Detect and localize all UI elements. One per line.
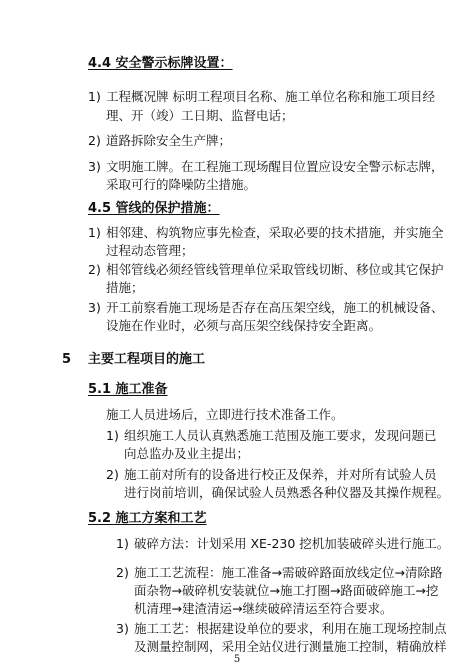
item-number: 1) — [88, 225, 101, 240]
item-text-line: 措施； — [106, 280, 144, 295]
item-text-line: 设施在作业时，必须与高压架空线保持安全距离。 — [106, 318, 382, 333]
item-number: 3) — [116, 621, 129, 636]
heading-5-2: 5.2 施工方案和工艺 — [88, 511, 207, 526]
item-number: 1) — [116, 536, 129, 551]
item-text-line: 及测量控制网，采用全站仪进行测量施工控制，精确放样 — [134, 639, 447, 654]
item-number: 2) — [106, 467, 119, 482]
heading-4-4: 4.4 安全警示标牌设置： — [88, 56, 233, 71]
item-number: 3) — [88, 300, 101, 315]
item-text-line: 组织施工人员认真熟悉施工范围及施工要求，发现问题已 — [124, 428, 437, 443]
item-text-line: 破碎方法：计划采用 XE-230 挖机加装破碎头进行施工。 — [134, 536, 450, 551]
item-number: 3) — [88, 159, 101, 174]
chapter-heading: 主要工程项目的施工 — [88, 352, 206, 367]
item-number: 1) — [88, 89, 101, 104]
item-text-line: 过程动态管理； — [106, 243, 194, 258]
item-number: 2) — [116, 565, 129, 580]
item-text-line: 文明施工牌。在工程施工现场醒目位置应设安全警示标志牌， — [106, 159, 444, 174]
item-text-line: 理、开（竣）工日期、监督电话； — [106, 108, 294, 123]
heading-4-5: 4.5 管线的保护措施： — [88, 201, 220, 216]
page-number: 5 — [233, 654, 241, 665]
item-text-line: 机清理→建渣清运→继续破碎清运至符合要求。 — [134, 601, 393, 616]
item-text-line: 施工工艺：根据建设单位的要求，利用在施工现场控制点 — [134, 621, 447, 636]
item-text-line: 施工工艺流程：施工准备→需破碎路面放线定位→清除路 — [134, 565, 443, 580]
item-text-line: 向总监办及业主提出； — [124, 446, 250, 461]
chapter-number: 5 — [62, 352, 72, 367]
item-number: 1) — [106, 428, 119, 443]
item-text-line: 面杂物→破碎机安装就位→施工打圈→路面破碎施工→挖 — [134, 583, 439, 598]
item-text-line: 开工前察看施工现场是否存在高压架空线，施工的机械设备、 — [106, 300, 444, 315]
item-number: 2) — [88, 262, 101, 277]
item-text-line: 道路拆除安全生产牌； — [106, 133, 232, 148]
heading-5-1: 5.1 施工准备 — [88, 382, 168, 397]
paragraph-intro: 施工人员进场后，立即进行技术准备工作。 — [106, 407, 344, 422]
item-text-line: 进行岗前培训，确保试验人员熟悉各种仪器及其操作规程。 — [124, 485, 450, 500]
item-text-line: 相邻建、构筑物应事先检查，采取必要的技术措施，并实施全 — [106, 225, 444, 240]
item-text-line: 工程概况牌 标明工程项目名称、施工单位名称和施工项目经 — [106, 89, 435, 104]
item-number: 2) — [88, 133, 101, 148]
item-text-line: 施工前对所有的设备进行校正及保养，并对所有试验人员 — [124, 467, 437, 482]
item-text-line: 采取可行的降噪防尘措施。 — [106, 177, 257, 192]
item-text-line: 相邻管线必须经管线管理单位采取管线切断、移位或其它保护 — [106, 262, 444, 277]
